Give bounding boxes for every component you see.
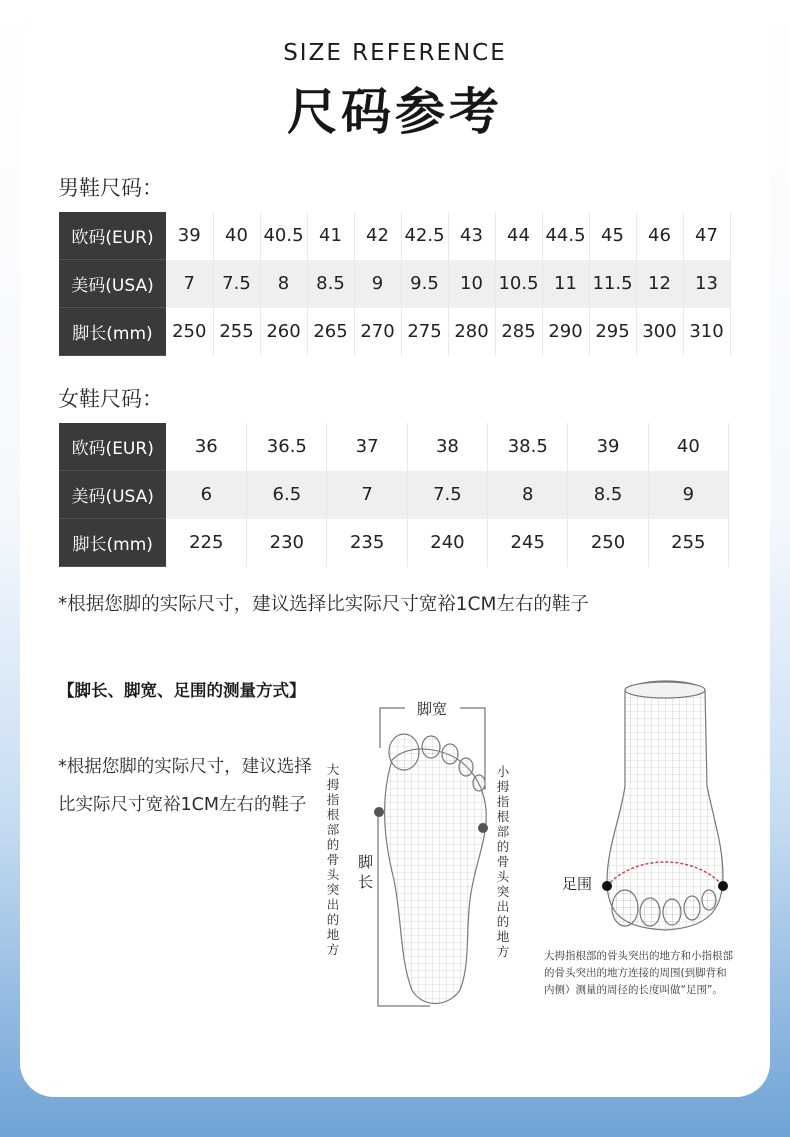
size-cell: 265 bbox=[307, 308, 354, 356]
size-cell: 47 bbox=[683, 212, 730, 260]
foot-sole-illustration bbox=[320, 690, 520, 1015]
size-cell: 42 bbox=[354, 212, 401, 260]
size-cell: 10.5 bbox=[495, 260, 542, 308]
size-row bbox=[59, 471, 729, 519]
size-cell: 245 bbox=[488, 519, 568, 567]
page-subtitle: SIZE REFERENCE bbox=[283, 40, 507, 66]
size-cell: 275 bbox=[401, 308, 448, 356]
size-cell: 9 bbox=[648, 471, 728, 519]
size-cell: 37 bbox=[327, 423, 407, 471]
size-note: *根据您脚的实际尺寸，建议选择比实际尺寸宽裕1CM左右的鞋子 bbox=[58, 594, 589, 615]
size-cell: 13 bbox=[683, 260, 730, 308]
row-header: 脚长(mm) bbox=[59, 308, 166, 356]
size-row bbox=[59, 519, 729, 567]
size-row bbox=[59, 260, 730, 308]
page-title: 尺码参考 bbox=[287, 83, 503, 141]
size-cell: 255 bbox=[648, 519, 728, 567]
size-cell: 270 bbox=[354, 308, 401, 356]
size-row bbox=[59, 308, 730, 356]
row-header: 欧码(EUR) bbox=[59, 212, 166, 260]
measure-note: *根据您脚的实际尺寸，建议选择比实际尺寸宽裕1CM左右的鞋子 bbox=[58, 757, 312, 815]
row-header: 脚长(mm) bbox=[59, 519, 166, 567]
foot-sole-drawing bbox=[320, 690, 520, 1015]
size-cell: 38 bbox=[407, 423, 487, 471]
girth-right-marker bbox=[718, 881, 728, 891]
size-cell: 36.5 bbox=[247, 423, 327, 471]
big-toe-label: 大拇指根部的骨头突出的地方 bbox=[326, 762, 340, 957]
big-toe-joint-marker bbox=[374, 807, 384, 817]
size-cell: 285 bbox=[495, 308, 542, 356]
size-cell: 11.5 bbox=[589, 260, 636, 308]
girth-left-marker bbox=[602, 881, 612, 891]
size-cell: 230 bbox=[247, 519, 327, 567]
size-cell: 46 bbox=[636, 212, 683, 260]
foot-length-label: 脚长 bbox=[358, 853, 374, 891]
girth-caption: 大拇指根部的骨头突出的地方和小指根部的骨头突出的地方连接的周围(到脚背和内侧）测量的周径的长度叫做“足围”。 bbox=[544, 950, 733, 996]
size-cell: 45 bbox=[589, 212, 636, 260]
size-cell: 250 bbox=[166, 308, 213, 356]
foot-girth-drawing bbox=[595, 676, 735, 946]
women-size-label: 女鞋尺码： bbox=[58, 387, 163, 411]
size-cell: 9.5 bbox=[401, 260, 448, 308]
size-cell: 235 bbox=[327, 519, 407, 567]
women-size-table bbox=[59, 423, 729, 567]
size-cell: 44 bbox=[495, 212, 542, 260]
size-cell: 8.5 bbox=[307, 260, 354, 308]
row-header: 欧码(EUR) bbox=[59, 423, 166, 471]
size-cell: 41 bbox=[307, 212, 354, 260]
small-toe-joint-marker bbox=[478, 823, 488, 833]
size-cell: 310 bbox=[683, 308, 730, 356]
size-cell: 7 bbox=[327, 471, 407, 519]
size-cell: 44.5 bbox=[542, 212, 589, 260]
size-cell: 40 bbox=[648, 423, 728, 471]
measure-title: 【脚长、脚宽、足围的测量方式】 bbox=[58, 681, 306, 700]
size-cell: 38.5 bbox=[488, 423, 568, 471]
size-cell: 260 bbox=[260, 308, 307, 356]
size-cell: 40.5 bbox=[260, 212, 307, 260]
size-cell: 40 bbox=[213, 212, 260, 260]
size-cell: 280 bbox=[448, 308, 495, 356]
size-cell: 36 bbox=[166, 423, 246, 471]
size-cell: 255 bbox=[213, 308, 260, 356]
size-cell: 240 bbox=[407, 519, 487, 567]
size-cell: 6.5 bbox=[247, 471, 327, 519]
size-cell: 290 bbox=[542, 308, 589, 356]
size-cell: 9 bbox=[354, 260, 401, 308]
size-cell: 10 bbox=[448, 260, 495, 308]
size-cell: 250 bbox=[568, 519, 648, 567]
foot-width-label: 脚宽 bbox=[414, 698, 450, 719]
size-cell: 39 bbox=[568, 423, 648, 471]
size-cell: 225 bbox=[166, 519, 246, 567]
foot-girth-illustration bbox=[595, 676, 735, 946]
men-size-table bbox=[59, 212, 731, 356]
size-cell: 7.5 bbox=[407, 471, 487, 519]
size-row bbox=[59, 212, 730, 260]
row-header: 美码(USA) bbox=[59, 260, 166, 308]
size-cell: 39 bbox=[166, 212, 213, 260]
size-cell: 8.5 bbox=[568, 471, 648, 519]
size-cell: 6 bbox=[166, 471, 246, 519]
size-cell: 8 bbox=[488, 471, 568, 519]
size-row bbox=[59, 423, 729, 471]
row-header: 美码(USA) bbox=[59, 471, 166, 519]
men-size-label: 男鞋尺码： bbox=[58, 176, 163, 200]
size-cell: 12 bbox=[636, 260, 683, 308]
small-toe-label: 小拇指根部的骨头突出的地方 bbox=[496, 764, 510, 959]
size-cell: 295 bbox=[589, 308, 636, 356]
size-cell: 43 bbox=[448, 212, 495, 260]
size-cell: 11 bbox=[542, 260, 589, 308]
size-cell: 7.5 bbox=[213, 260, 260, 308]
girth-label: 足围 bbox=[562, 875, 593, 893]
size-cell: 300 bbox=[636, 308, 683, 356]
size-cell: 8 bbox=[260, 260, 307, 308]
size-cell: 7 bbox=[166, 260, 213, 308]
size-cell: 42.5 bbox=[401, 212, 448, 260]
